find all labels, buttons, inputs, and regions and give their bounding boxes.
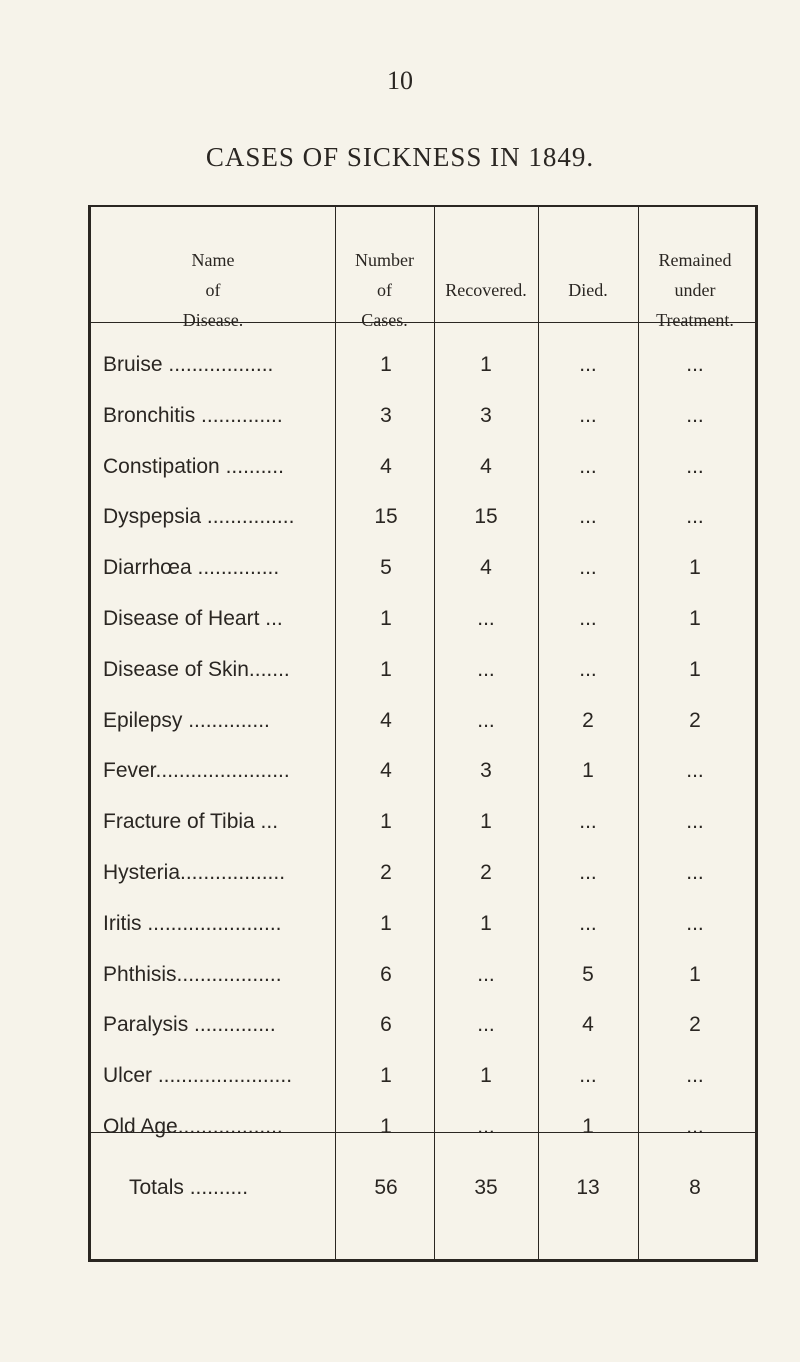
recovered-value: 1 (480, 353, 492, 376)
recovered-value: ... (477, 1115, 495, 1138)
disease-name: Disease of Heart ... (103, 607, 283, 630)
remained-value: ... (686, 454, 704, 478)
died-value: ... (579, 353, 597, 376)
recovered-value: ... (477, 708, 495, 732)
header-name-line: Name (191, 250, 235, 270)
recovered-value: 1 (480, 810, 492, 834)
recovered-value: 3 (480, 759, 492, 783)
died-value: 1 (582, 759, 594, 783)
remained-value: 2 (689, 1013, 701, 1037)
header-name-line: of (205, 280, 221, 300)
header-died (538, 275, 638, 305)
header-cases-line: of (377, 280, 392, 300)
cases-value: 15 (374, 505, 398, 529)
remained-value: 1 (689, 607, 701, 630)
table-row (91, 347, 755, 383)
died-value: 4 (582, 1013, 594, 1037)
cases-value: 1 (380, 657, 392, 681)
died-value: 2 (582, 708, 594, 732)
table-row (91, 398, 755, 434)
totals-died: 13 (576, 1176, 600, 1199)
table-row (91, 906, 755, 942)
header-remained-line: under (674, 280, 716, 300)
table-row (91, 753, 755, 789)
header-recovered-label: Recovered. (445, 280, 527, 300)
disease-name: Epilepsy .............. (103, 708, 270, 732)
died-value: ... (579, 607, 597, 630)
remained-value: 1 (689, 657, 701, 681)
header-cases (335, 245, 434, 335)
recovered-value: 1 (480, 911, 492, 935)
totals-recovered: 35 (474, 1176, 498, 1199)
totals-cases: 56 (374, 1176, 398, 1199)
died-value: ... (579, 861, 597, 884)
header-name (91, 245, 335, 335)
cases-value: 2 (380, 861, 392, 884)
totals-remained: 8 (689, 1176, 701, 1199)
disease-name: Fracture of Tibia ... (103, 810, 279, 834)
cases-value: 6 (380, 962, 392, 986)
table-row (91, 957, 755, 993)
remained-value: ... (686, 403, 704, 427)
died-value: ... (579, 810, 597, 834)
totals-label: Totals .......... (129, 1176, 249, 1199)
header-recovered (434, 275, 538, 305)
table-row (91, 1007, 755, 1043)
header-remained (638, 245, 752, 335)
died-value: ... (579, 454, 597, 478)
header-cases-line: Number (355, 250, 414, 270)
disease-name: Bronchitis .............. (103, 403, 283, 427)
recovered-value: 4 (480, 556, 492, 580)
recovered-value: 2 (480, 861, 492, 884)
page-title: CASES OF SICKNESS IN 1849. (205, 142, 595, 172)
remained-value: ... (686, 759, 704, 783)
disease-name: Bruise .................. (103, 353, 274, 376)
cases-value: 3 (380, 403, 392, 427)
totals-row (91, 1170, 755, 1206)
remained-value: 2 (689, 708, 701, 732)
recovered-value: 15 (474, 505, 498, 529)
cases-value: 4 (380, 454, 392, 478)
remained-value: ... (686, 810, 704, 834)
recovered-value: 3 (480, 403, 492, 427)
remained-value: ... (686, 1064, 704, 1088)
table-row (91, 1058, 755, 1094)
disease-name: Disease of Skin....... (103, 657, 290, 681)
cases-value: 1 (380, 810, 392, 834)
header-name-line: Disease. (182, 310, 244, 330)
header-cases-line: Cases. (361, 310, 408, 330)
header-died-label: Died. (568, 280, 608, 300)
disease-name: Diarrhœa .............. (103, 556, 280, 580)
died-value: ... (579, 1064, 597, 1088)
remained-value: ... (686, 353, 704, 376)
died-value: ... (579, 556, 597, 580)
recovered-value: ... (477, 607, 495, 630)
disease-name: Phthisis.................. (103, 962, 282, 986)
header-remained-line: Remained (658, 250, 732, 270)
recovered-value: 1 (480, 1064, 492, 1088)
cases-value: 1 (380, 1064, 392, 1088)
recovered-value: 4 (480, 454, 492, 478)
cases-value: 5 (380, 556, 392, 580)
disease-name: Dyspepsia ............... (103, 505, 295, 529)
recovered-value: ... (477, 962, 495, 986)
page-number: 10 (387, 66, 413, 95)
died-value: ... (579, 505, 597, 529)
remained-value: ... (686, 505, 704, 529)
disease-name: Fever....................... (103, 759, 290, 783)
cases-value: 1 (380, 353, 392, 376)
remained-value: 1 (689, 962, 701, 986)
remained-value: 1 (689, 556, 701, 580)
table-row (91, 601, 755, 637)
sickness-table (88, 205, 758, 1262)
cases-value: 1 (380, 1115, 392, 1138)
header-remained-line: Treatment. (656, 310, 734, 330)
disease-name: Paralysis .............. (103, 1013, 276, 1037)
died-value: ... (579, 911, 597, 935)
table-row (91, 449, 755, 485)
table-row (91, 804, 755, 840)
remained-value: ... (686, 911, 704, 935)
disease-name: Old Age.................. (103, 1115, 283, 1138)
table-row (91, 1109, 755, 1145)
remained-value: ... (686, 1115, 704, 1138)
cases-value: 6 (380, 1013, 392, 1037)
disease-name: Constipation .......... (103, 454, 284, 478)
disease-name: Iritis ....................... (103, 911, 282, 935)
remained-value: ... (686, 861, 704, 884)
table-row (91, 652, 755, 688)
cases-value: 1 (380, 911, 392, 935)
table-row (91, 703, 755, 739)
recovered-value: ... (477, 1013, 495, 1037)
table-row (91, 855, 755, 891)
disease-name: Hysteria.................. (103, 861, 286, 884)
cases-value: 4 (380, 708, 392, 732)
cases-value: 4 (380, 759, 392, 783)
disease-name: Ulcer ....................... (103, 1064, 293, 1088)
cases-value: 1 (380, 607, 392, 630)
table-row (91, 499, 755, 535)
died-value: ... (579, 403, 597, 427)
died-value: 1 (582, 1115, 594, 1138)
table-row (91, 550, 755, 586)
recovered-value: ... (477, 657, 495, 681)
died-value: ... (579, 657, 597, 681)
died-value: 5 (582, 962, 594, 986)
